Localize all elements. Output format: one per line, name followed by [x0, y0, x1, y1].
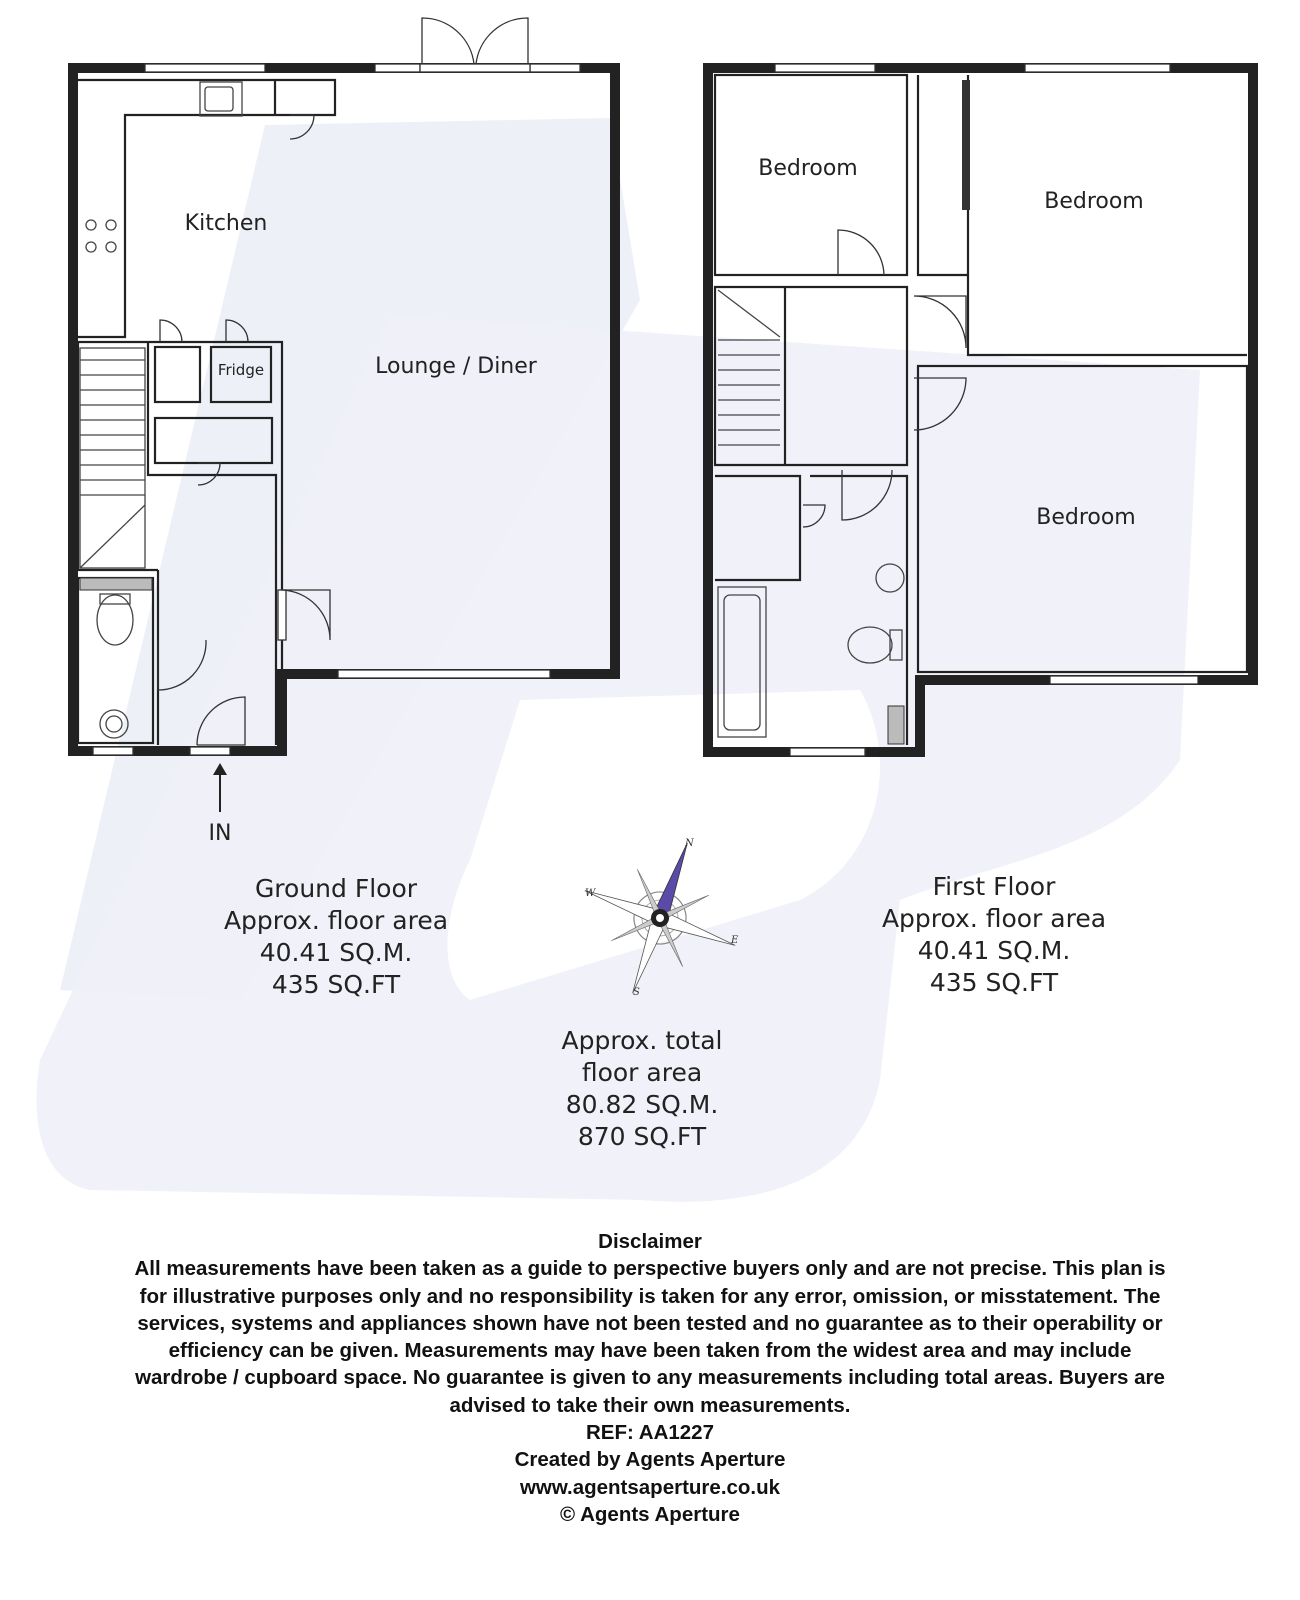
- total-area-line2: floor area: [581, 1058, 703, 1087]
- ground-floor-area-label: Approx. floor area: [223, 906, 449, 935]
- wc-cistern: [80, 578, 152, 590]
- french-doors: [420, 18, 530, 72]
- bedroom-2-label: Bedroom: [1044, 189, 1144, 214]
- window: [775, 64, 875, 72]
- disclaimer-line: wardrobe / cupboard space. No guarantee is given to any measurements including total areas. Buyers are: [135, 1366, 1165, 1390]
- window: [338, 670, 550, 678]
- window: [93, 747, 133, 755]
- window: [278, 590, 286, 640]
- door: [914, 296, 966, 348]
- disclaimer-line: services, systems and appliances shown have not been tested and no guarantee as to their operability or: [137, 1311, 1163, 1335]
- wardrobe: [962, 80, 970, 210]
- compass-w-label: W: [585, 888, 596, 899]
- window: [1025, 64, 1170, 72]
- window: [190, 747, 230, 755]
- cupboard-left: [155, 347, 200, 402]
- total-area-sqft: 870 SQ.FT: [577, 1122, 707, 1151]
- first-floor-sqft: 435 SQ.FT: [929, 968, 1059, 997]
- door: [160, 320, 182, 342]
- door: [838, 230, 884, 275]
- compass-e-label: E: [731, 935, 739, 946]
- window: [790, 748, 865, 756]
- kitchen-sink-icon: [200, 82, 242, 116]
- entrance-label: IN: [208, 821, 232, 846]
- bedroom-1-label: Bedroom: [758, 156, 858, 181]
- lounge-diner-label: Lounge / Diner: [375, 354, 537, 379]
- fridge-label: Fridge: [217, 361, 265, 379]
- first-floor-area-label: Approx. floor area: [881, 904, 1107, 933]
- bedroom-3-label: Bedroom: [1036, 505, 1136, 530]
- total-area-line1: Approx. total: [561, 1026, 723, 1055]
- ground-floor-title: Ground Floor: [254, 874, 418, 903]
- disclaimer-line: advised to take their own measurements.: [449, 1393, 851, 1417]
- compass-s-label: S: [633, 987, 640, 998]
- ground-floor-sqft: 435 SQ.FT: [271, 970, 401, 999]
- website-link[interactable]: www.agentsaperture.co.uk: [519, 1475, 781, 1499]
- kitchen-label: Kitchen: [184, 211, 268, 236]
- first-floor-title: First Floor: [932, 872, 1056, 901]
- disclaimer-line: efficiency can be given. Measurements may have been taken from the widest area and may include: [168, 1339, 1132, 1363]
- reference-number: REF: AA1227: [586, 1421, 714, 1445]
- window: [375, 64, 420, 72]
- ground-floor-sqm: 40.41 SQ.M.: [259, 938, 413, 967]
- disclaimer-line: All measurements have been taken as a guide to perspective buyers only and are not precise. This plan is: [134, 1257, 1166, 1281]
- hob-icon: [86, 220, 116, 252]
- compass-n-label: N: [685, 838, 694, 849]
- copyright: © Agents Aperture: [560, 1502, 740, 1526]
- disclaimer-line: for illustrative purposes only and no responsibility is taken for any error, omission, or misstatement. The: [139, 1284, 1161, 1308]
- window: [530, 64, 580, 72]
- total-area-sqm: 80.82 SQ.M.: [565, 1090, 719, 1119]
- toilet-icon: [97, 595, 133, 645]
- disclaimer-block: [30, 1228, 1270, 1528]
- window: [1050, 676, 1198, 684]
- window: [145, 64, 265, 72]
- cupboard-grey: [888, 706, 904, 744]
- disclaimer-heading: Disclaimer: [598, 1230, 702, 1253]
- first-floor-sqm: 40.41 SQ.M.: [917, 936, 1071, 965]
- ground-floor-stairs: [80, 348, 145, 568]
- created-by: Created by Agents Aperture: [514, 1448, 786, 1472]
